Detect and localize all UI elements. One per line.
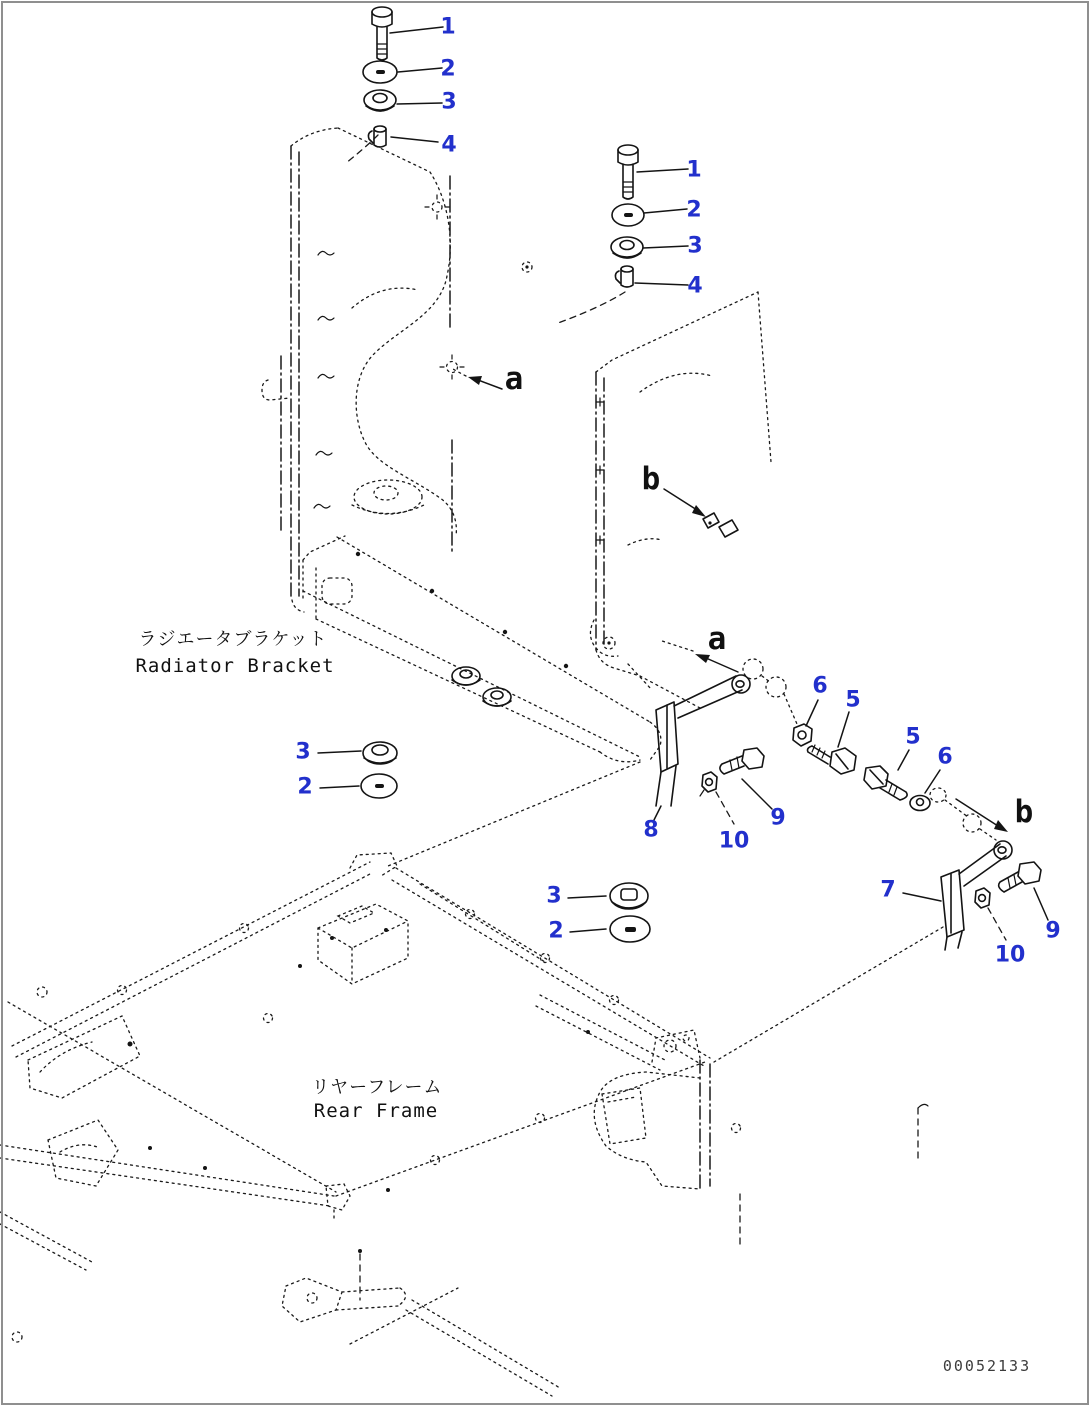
leader-3c: [318, 751, 361, 753]
right-bracket-plate-outline: [558, 292, 797, 724]
leader-4a: [391, 137, 438, 142]
callout-10: 10: [994, 942, 1026, 968]
leader-3d: [568, 896, 606, 898]
callout-7: 7: [880, 877, 896, 903]
leader-2d: [570, 929, 606, 932]
bolt-9-left: [720, 748, 764, 774]
callout-1: 1: [440, 14, 456, 40]
drawing-number: 00052133: [942, 1357, 1032, 1375]
leader-2c: [320, 786, 359, 788]
leader-2b: [644, 209, 687, 213]
callout-10: 10: [718, 828, 750, 854]
ghost-mount-right: [930, 788, 996, 840]
bolt-1-second: [618, 145, 638, 199]
ghost-line-left: [388, 762, 640, 866]
leader-6a: [806, 700, 818, 726]
callout-5: 5: [905, 724, 921, 750]
view-marker-b: b: [1014, 794, 1034, 830]
leader-4b: [635, 283, 688, 285]
callout-3: 3: [295, 739, 311, 765]
callout-3: 3: [441, 89, 457, 115]
view-arrow-a2: [662, 641, 738, 672]
callout-8: 8: [643, 817, 659, 843]
bolt-5-left: [808, 745, 857, 774]
rear-frame-label-jp: リヤーフレーム: [311, 1077, 443, 1098]
grommet-3-second: [611, 237, 643, 258]
radiator-bracket-outline: [262, 128, 532, 612]
washer-2-left: [361, 774, 397, 798]
leader-9a: [742, 779, 772, 809]
bolt-1-top: [372, 7, 392, 60]
washer-6-right: [910, 796, 930, 811]
callout-2: 2: [548, 918, 564, 944]
leader-5b: [898, 750, 909, 770]
view-marker-b: b: [641, 461, 661, 497]
nut-6-left: [793, 724, 812, 746]
grommet-3-middle: [610, 883, 648, 909]
callout-9: 9: [1045, 918, 1061, 944]
radiator-bracket-foot: [303, 536, 661, 762]
view-marker-a: a: [707, 621, 727, 657]
callout-2: 2: [440, 56, 456, 82]
ghost-line-right: [714, 927, 943, 1062]
view-arrow-b1: [664, 489, 706, 517]
view-marker-a: a: [504, 361, 524, 397]
leader-3b: [643, 246, 688, 248]
radiator-bracket-label-en: Radiator Bracket: [135, 655, 335, 677]
bracket-7: [941, 841, 1012, 950]
rear-frame-outline: [0, 853, 928, 1396]
washer-2-middle: [610, 916, 650, 942]
grommet-3-top: [364, 90, 396, 111]
leader-1b: [637, 169, 688, 172]
rear-frame-label-en: Rear Frame: [313, 1100, 439, 1122]
callout-6: 6: [812, 673, 828, 699]
callout-5: 5: [845, 687, 861, 713]
callout-3: 3: [687, 233, 703, 259]
washer-2-top: [363, 61, 397, 83]
grommet-3-left: [363, 742, 397, 764]
leader-9b: [1034, 888, 1048, 920]
leader-5a: [838, 712, 849, 747]
callout-2: 2: [686, 197, 702, 223]
callout-2: 2: [297, 774, 313, 800]
callout-3: 3: [546, 883, 562, 909]
leader-2a: [398, 68, 442, 72]
bolt-5-right: [864, 766, 907, 800]
washer-2-second: [612, 204, 644, 226]
radiator-bracket-label-jp: ラジエータブラケット: [138, 629, 328, 650]
nut-10-left: [700, 772, 717, 796]
bolt-9-right: [999, 862, 1041, 892]
nut-10-right: [975, 888, 990, 908]
leader-10a: [716, 792, 734, 824]
view-arrow-a1: [453, 369, 502, 389]
spacer-4-second: [615, 266, 633, 287]
leader-10b: [988, 908, 1006, 940]
callout-1: 1: [686, 157, 702, 183]
leader-1a: [390, 27, 443, 33]
callout-4: 4: [441, 132, 457, 158]
callout-6: 6: [937, 744, 953, 770]
leader-3a: [397, 103, 442, 104]
callout-9: 9: [770, 805, 786, 831]
callout-4: 4: [687, 273, 703, 299]
leader-7: [903, 893, 941, 901]
